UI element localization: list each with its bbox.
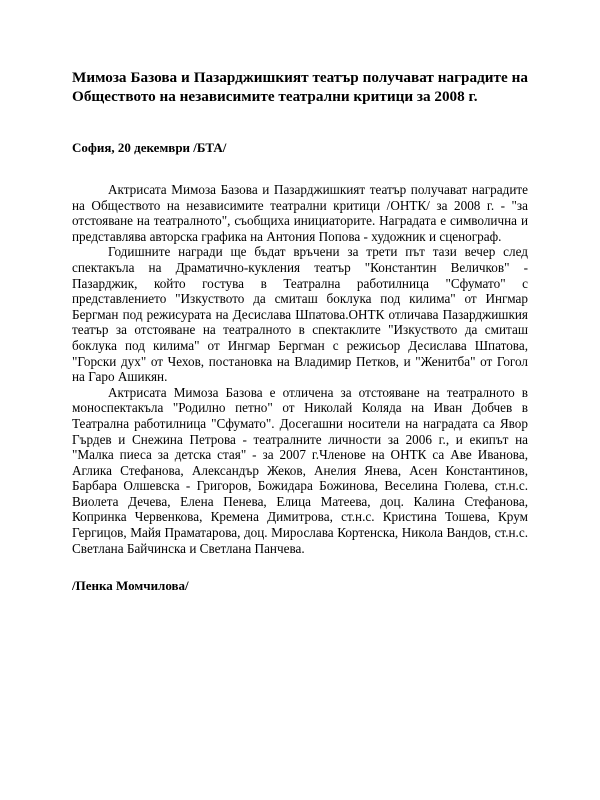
article-dateline: София, 20 декември /БТА/ <box>72 140 227 155</box>
article-headline: Мимоза Базова и Пазарджишкият театър получават наградите на Обществото на независимите театрални критици за 2008 г. <box>72 69 528 105</box>
article-paragraph: Актрисата Мимоза Базова е отличена за отстояване на театралното в моноспектакъла "Родилно петно" от Николай Коляда на Иван Добчев в Театрална работилница "Сфумато". Досегашни носители на наградата са Явор Гърдев и Снежина Петрова - театралните личности за 2006 г., и екипът на "Малка пиеса за детска стая" - за 2007 г.Членове на ОНТК са Аве Иванова, Аглика Стефанова, Александър Жеков, Анелия Янева, Асен Константинов, Барбара Олшевска - Григоров, Божидара Божинова, Веселина Гюлева, ст.н.с. Виолета Дечева, Елена Пенева, Елица Матеева, доц. Калина Стефанова, Копринка Червенкова, Кремена Димитрова, ст.н.с. Кристина Тошева, Крум Гергицов, Майя Праматарова, доц. Мирослава Кортенска, Никола Вандов, ст.н.с. Светлана Байчинска и Светлана Панчева. <box>72 384 528 556</box>
document-page <box>72 68 528 594</box>
article-paragraph: Актрисата Мимоза Базова и Пазарджишкият театър получават наградите на Обществото на независимите театрални критици /ОНТК/ за 2008 г. - "за отстояване на театралното", съобщиха инициаторите. Наградата е символична и представлява авторска графика на Антония Попова - художник и сценограф. <box>72 182 528 244</box>
article-paragraph: Годишните награди ще бъдат връчени за трети път тази вечер след спектакъла на Драматично-кукления театър "Константин Величков" - Пазарджик, който гостува в Театрална работилница "Сфумато" с представлението "Изкуството да смиташ боклука под килима" от Ингмар Бергман под режисурата на Десислава Шпатова.ОНТК отличава Пазарджишкия театър за отстояване на театралното в спектаклите "Изкуството да смиташ боклука под килима" от Ингмар Бергман с режисьор Десислава Шпатова, "Горски дух" от Чехов, постановка на Владимир Петков, и "Женитба" от Гогол на Гаро Ашикян. <box>72 244 528 385</box>
article-body <box>72 182 528 556</box>
article-author: /Пенка Момчилова/ <box>72 578 189 594</box>
